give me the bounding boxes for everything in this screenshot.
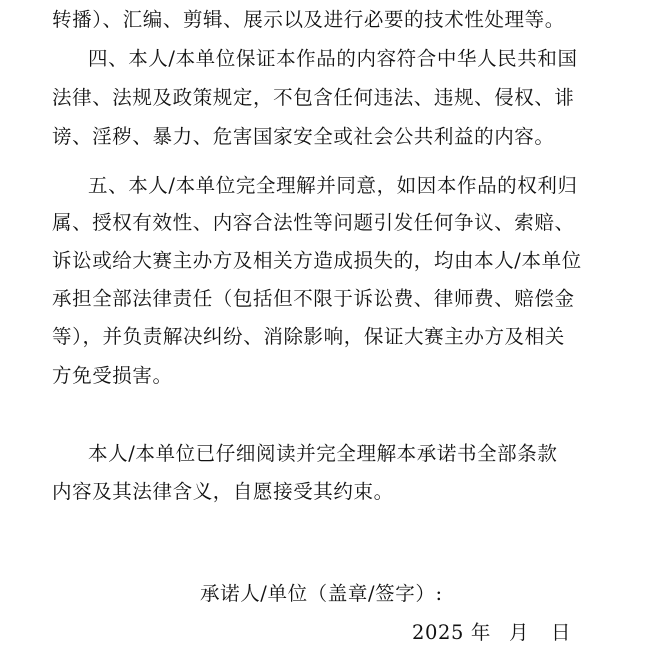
paragraph-5-line-2: 属、授权有效性、内容合法性等问题引发任何争议、索赔、 <box>52 211 575 234</box>
closing-line-1: 本人/本单位已仔细阅读并完全理解本承诺书全部条款 <box>88 442 558 465</box>
paragraph-5-line-3: 诉讼或给大赛主办方及相关方造成损失的，均由本人/本单位 <box>52 249 582 272</box>
date-year: 2025 年 <box>412 621 491 644</box>
signature-label: 承诺人/单位（盖章/签字）: <box>200 582 443 605</box>
closing-line-2: 内容及其法律含义，自愿接受其约束。 <box>52 480 394 503</box>
paragraph-4-line-1: 四、本人/本单位保证本作品的内容符合中华人民共和国 <box>88 47 578 70</box>
date-day: 日 <box>551 621 572 644</box>
paragraph-3-line-tail: 转播）、汇编、剪辑、展示以及进行必要的技术性处理等。 <box>52 8 565 31</box>
date-month: 月 <box>508 621 530 644</box>
paragraph-5-line-1: 五、本人/本单位完全理解并同意，如因本作品的权利归 <box>88 174 578 197</box>
date-line <box>412 621 571 645</box>
paragraph-5-line-5: 等），并负责解决纠纷、消除影响，保证大赛主办方及相关 <box>52 325 565 348</box>
paragraph-4-line-2: 法律、法规及政策规定，不包含任何违法、违规、侵权、诽 <box>52 86 575 109</box>
paragraph-4-line-3: 谤、淫秽、暴力、危害国家安全或社会公共利益的内容。 <box>52 125 555 148</box>
paragraph-5-line-4: 承担全部法律责任（包括但不限于诉讼费、律师费、赔偿金 <box>52 287 575 310</box>
paragraph-5-line-6: 方免受损害。 <box>52 364 173 387</box>
